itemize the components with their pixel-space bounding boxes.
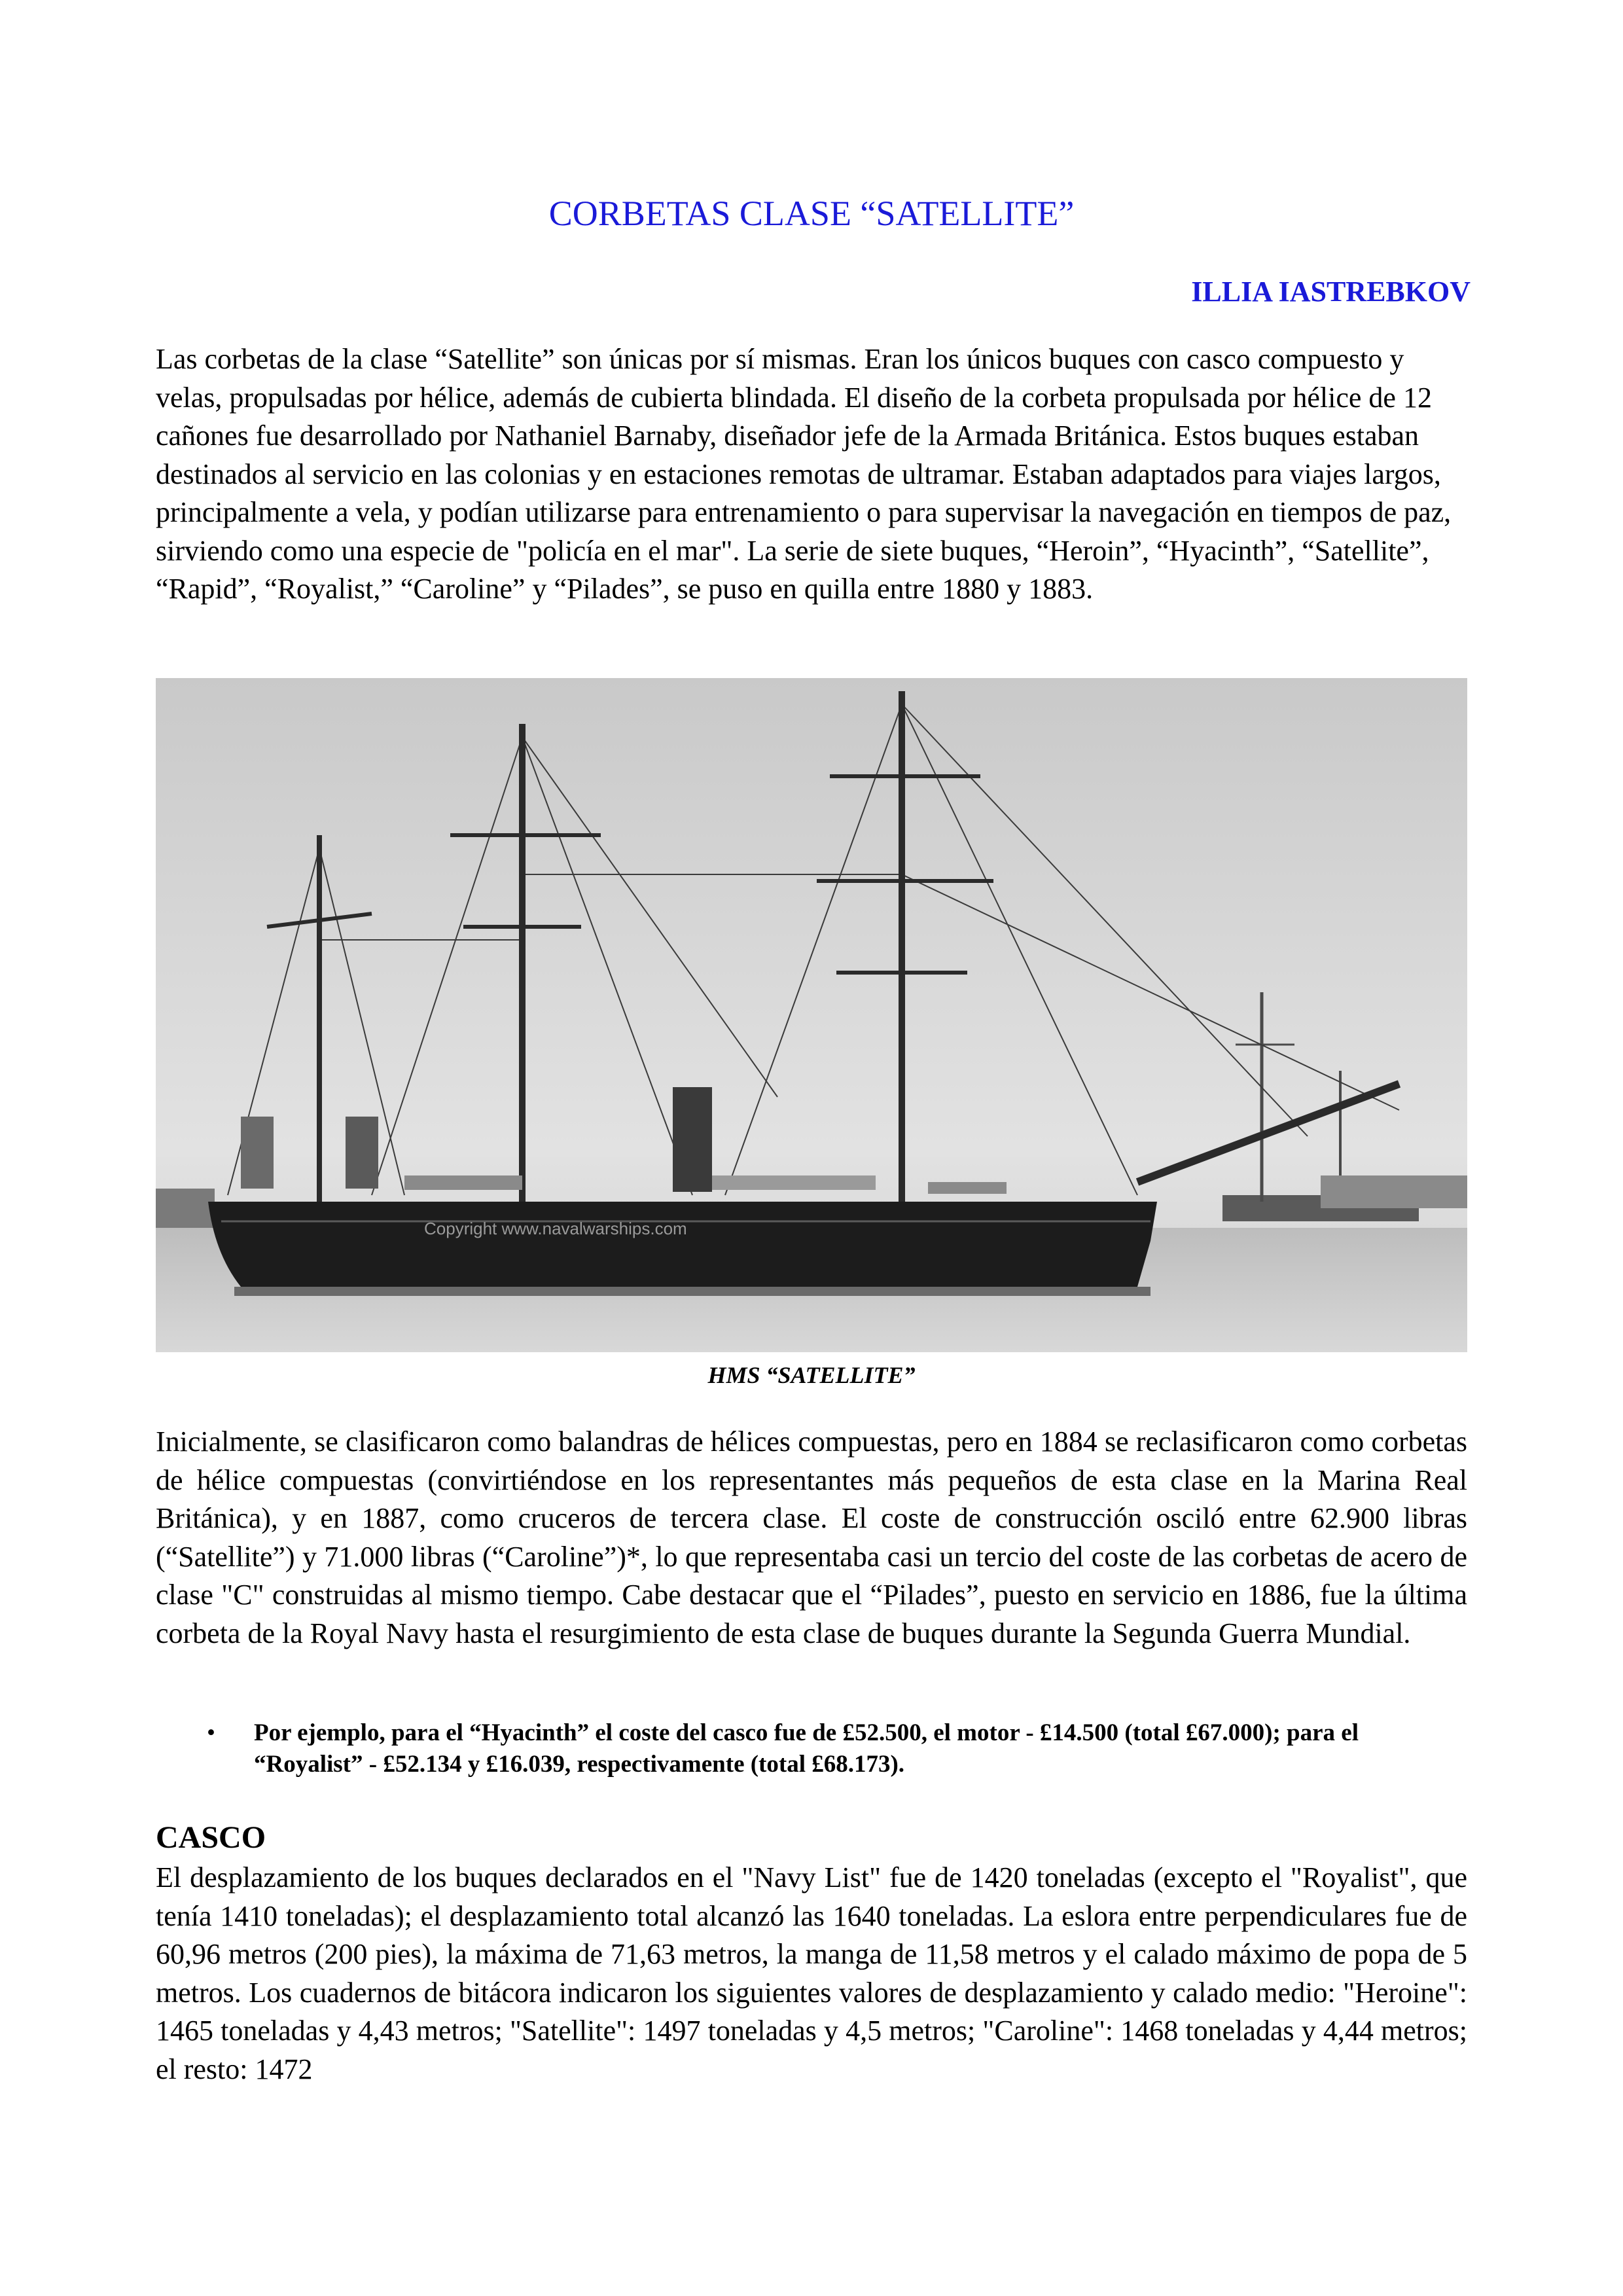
bullet-icon: • [207,1719,215,1746]
classification-paragraph: Inicialmente, se clasificaron como balandras de hélices compuestas, pero en 1884 se reclasificaron como corbetas de hélice compuestas (convirtiéndose en los representantes más pequeños de esta clase en la Marina Real Británica), y en 1887, como cruceros de tercera clase. El coste de construcción osciló entre 62.900 libras (“Satellite”) y 71.000 libras (“Caroline”)*, lo que representaba casi un tercio del coste de las corbetas de acero de clase "C" construidas al mismo tiempo. Cabe destacar que el “Pilades”, puesto en servicio en 1886, fue la última corbeta de la Royal Navy hasta el resurgimiento de esta clase de buques durante la Segunda Guerra Mundial. [156,1426,1467,1649]
hull-paragraph: El desplazamiento de los buques declarados en el "Navy List" fue de 1420 toneladas (excepto el "Royalist", que tenía 1410 toneladas); el desplazamiento total alcanzó las 1640 toneladas. La eslora entre perpendiculares fue de 60,96 metros (200 pies), la máxima de 71,63 metros, la manga de 11,58 metros y el calado máximo de popa de 5 metros. Los cuadernos de bitácora indicaron los siguientes valores de desplazamiento y calado medio: "Heroine": 1465 toneladas y 4,43 metros; "Satellite": 1497 toneladas y 4,5 metros; "Caroline": 1468 toneladas y 4,44 metros; el resto: 1472 [156,1861,1467,2085]
photo-watermark: Copyright www.navalwarships.com [424,1219,687,1238]
footnote-list [156,1717,1467,1780]
ship-photograph-drawing [156,678,1467,1352]
page-title: CORBETAS CLASE “SATELLITE” [548,194,1075,233]
intro-paragraph: Las corbetas de la clase “Satellite” son únicas por sí mismas. Eran los únicos buques con casco compuesto y velas, propulsadas por hélice, además de cubierta blindada. El diseño de la corbeta propulsada por hélice de 12 cañones fue desarrollado por Nathaniel Barnaby, diseñador jefe de la Armada Británica. Estos buques estaban destinados al servicio en las colonias y en estaciones remotas de ultramar. Estaban adaptados para viajes largos, principalmente a vela, y podían utilizarse para entrenamiento o para supervisar la navegación en tiempos de paz, sirviendo como una especie de "policía en el mar". La serie de siete buques, “Heroin”, “Hyacinth”, “Satellite”, “Rapid”, “Royalist,” “Caroline” y “Pilades”, se puso en quilla entre 1880 y 1883. [156,343,1452,605]
ship-photograph [156,678,1467,1352]
section-heading-casco: CASCO [156,1820,266,1855]
footnote-text: Por ejemplo, para el “Hyacinth” el coste del casco fue de £52.500, el motor - £14.500 (total £67.000); para el “Royalist” - £52.134 y £16.039, respectivamente (total £68.173). [254,1719,1359,1778]
figure-caption: HMS “SATELLITE” [707,1362,916,1388]
footnote-item [156,1717,1467,1780]
author-name: ILLIA IASTREBKOV [1191,276,1471,308]
